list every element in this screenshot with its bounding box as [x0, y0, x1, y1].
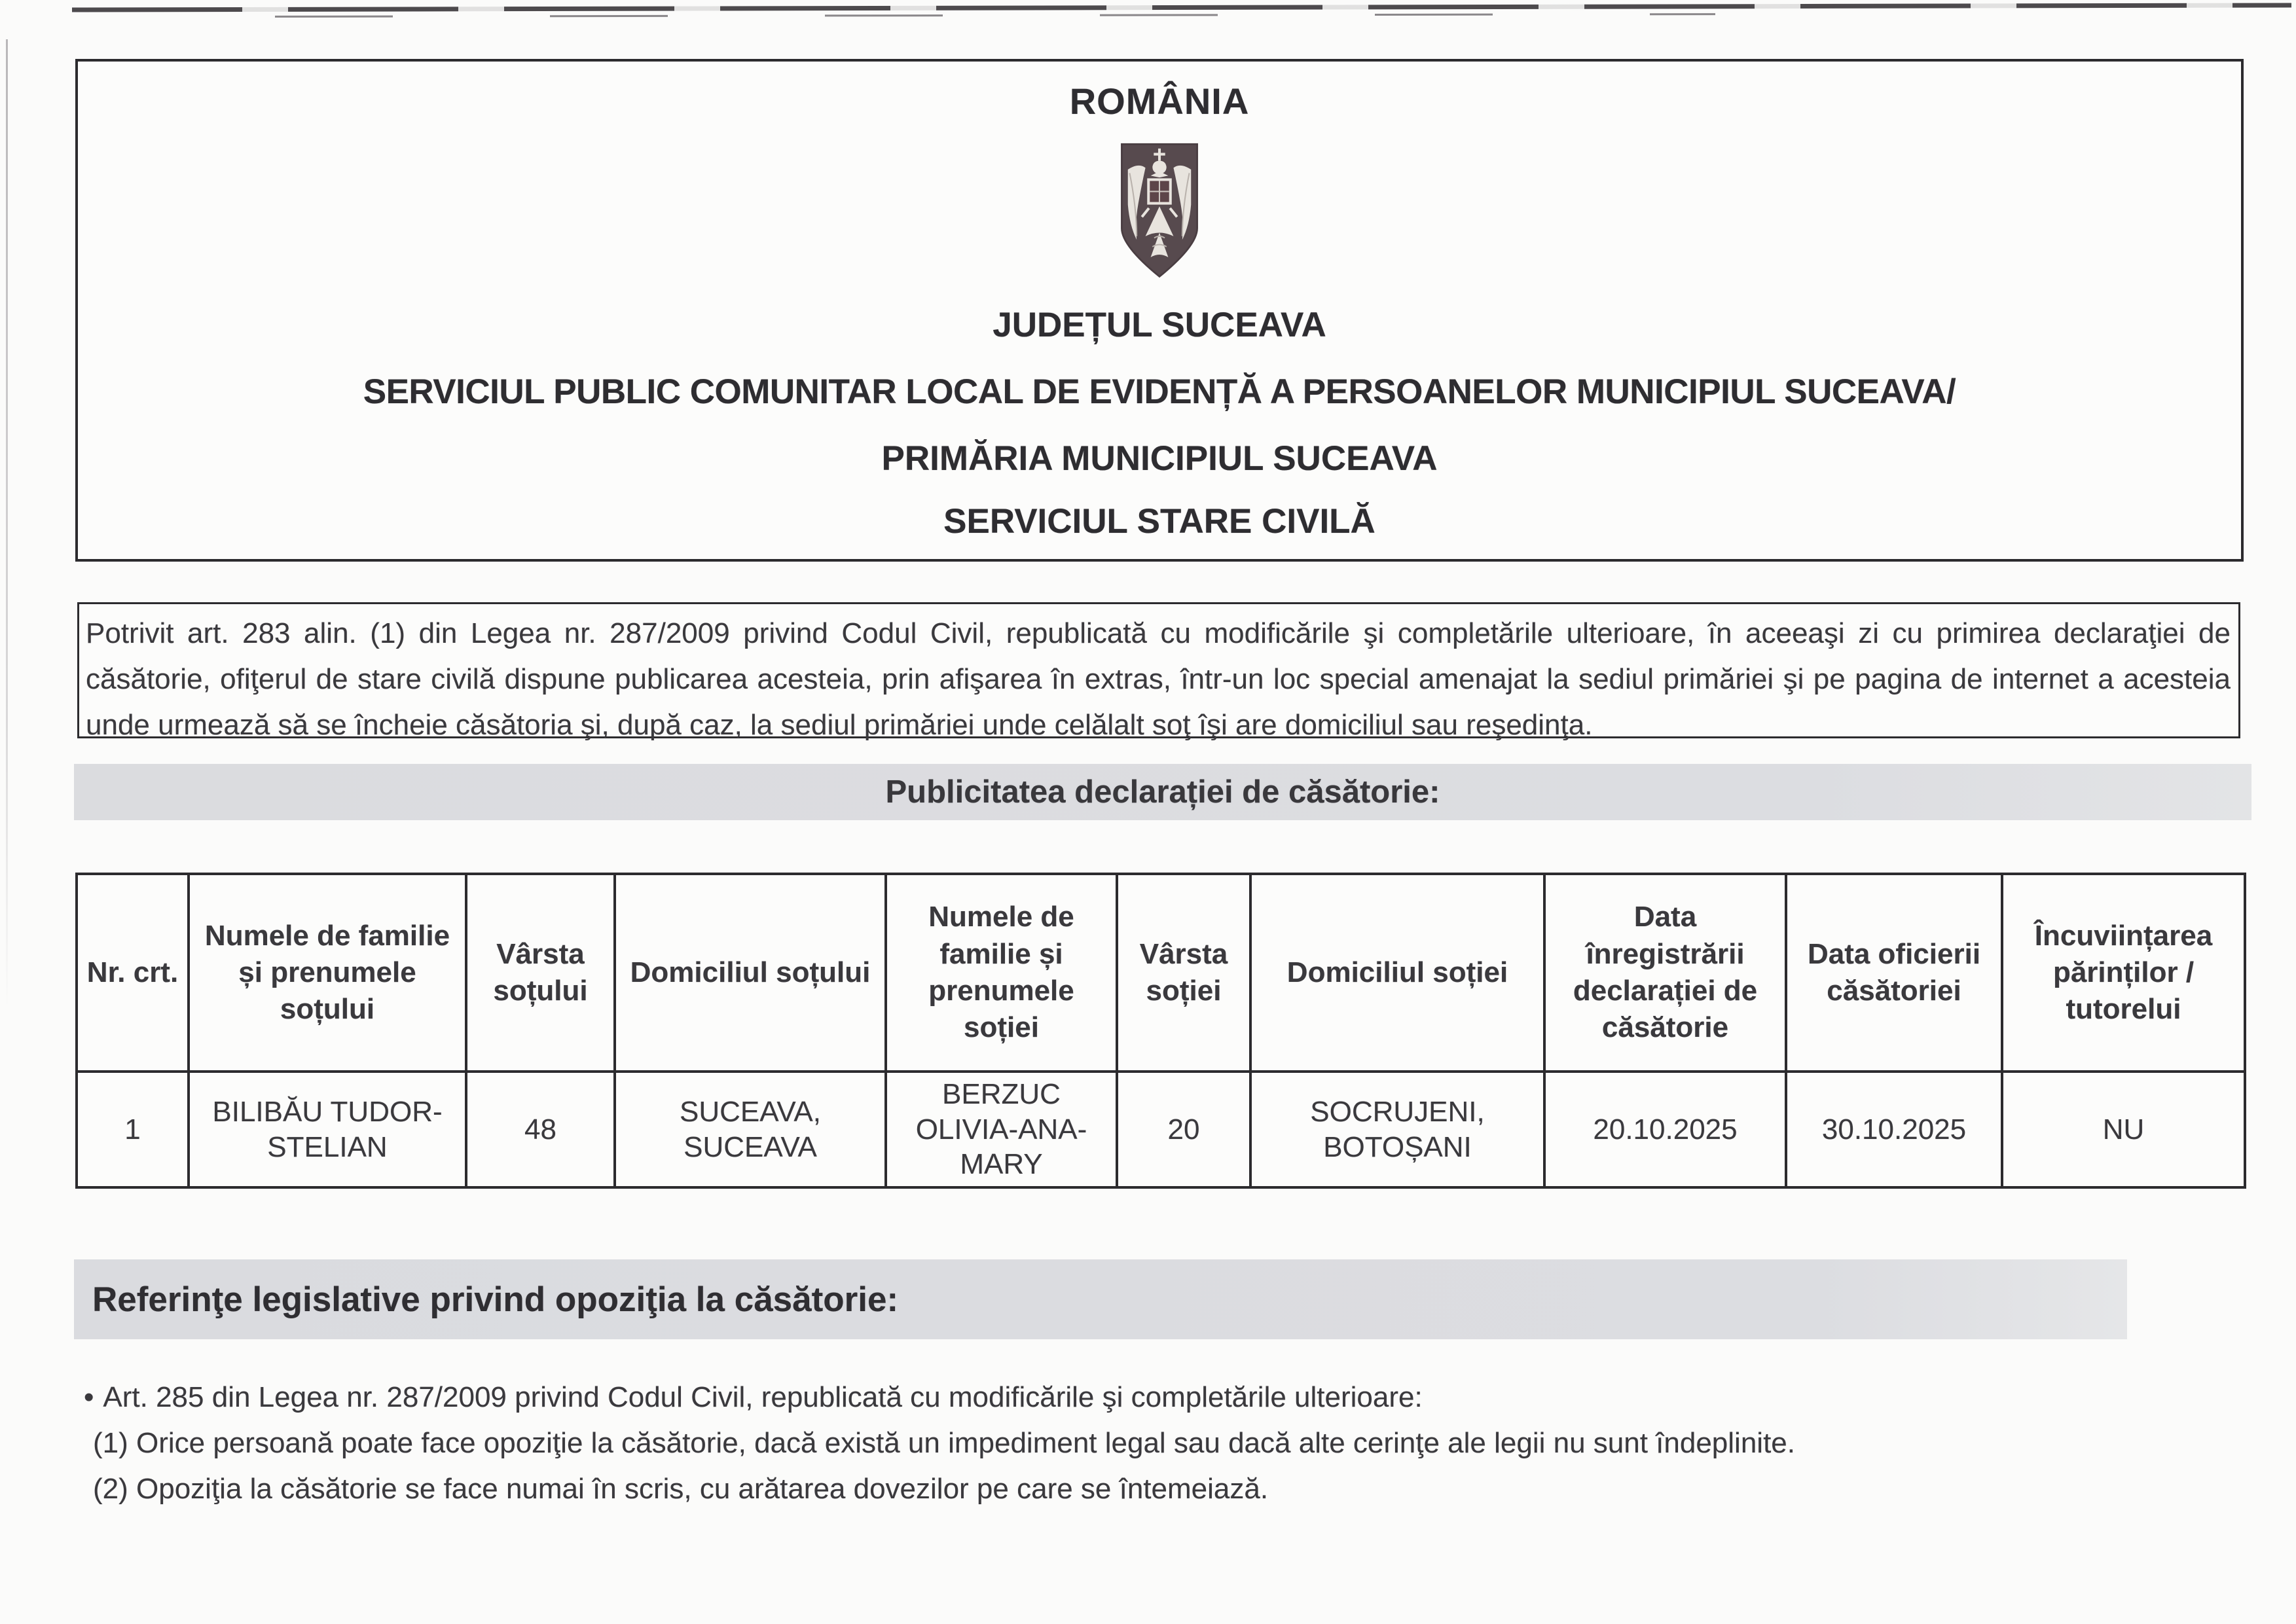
col-header-wife-domicile: Domiciliul soției — [1250, 874, 1544, 1072]
cityhall-line: PRIMĂRIA MUNICIPIUL SUCEAVA — [881, 439, 1438, 478]
col-header-husband-domicile: Domiciliul soțului — [615, 874, 886, 1072]
col-header-husband-age: Vârsta soțului — [466, 874, 615, 1072]
cell-wife-name: BERZUC OLIVIA-ANA-MARY — [886, 1072, 1117, 1187]
reference-paragraph-2: (2) Opoziţia la căsătorie se face numai în scris, cu arătarea dovezilor pe care se întemeiază. — [93, 1473, 1269, 1505]
references-heading-bar — [74, 1259, 2127, 1339]
col-header-parental-consent: Încuviințarea părinților / tutorelui — [2002, 874, 2245, 1072]
romania-coat-of-arms-icon — [1116, 141, 1203, 280]
cell-parental-consent: NU — [2002, 1072, 2245, 1187]
col-header-declaration-date: Data înregistrării declarației de căsătorie — [1544, 874, 1786, 1072]
cell-husband-name: BILIBĂU TUDOR-STELIAN — [189, 1072, 466, 1187]
cell-declaration-date: 20.10.2025 — [1544, 1072, 1786, 1187]
scan-artifact-top-2 — [275, 13, 1715, 18]
scan-artifact-top — [72, 3, 2291, 12]
table-row — [77, 1072, 2245, 1187]
civil-status-line: SERVICIUL STARE CIVILĂ — [943, 502, 1376, 541]
cell-ceremony-date: 30.10.2025 — [1786, 1072, 2002, 1187]
col-header-wife-age: Vârsta soției — [1117, 874, 1250, 1072]
col-header-husband-name: Numele de familie și prenumele soțului — [189, 874, 466, 1072]
marriage-declarations-table — [75, 873, 2246, 1189]
cell-wife-age: 20 — [1117, 1072, 1250, 1187]
cell-nr-crt: 1 — [77, 1072, 189, 1187]
header-box — [75, 59, 2244, 562]
country-title: ROMÂNIA — [1069, 81, 1250, 122]
cell-husband-domicile: SUCEAVA, SUCEAVA — [615, 1072, 886, 1187]
legal-intro-text: Potrivit art. 283 alin. (1) din Legea nr. 287/2009 privind Codul Civil, republicată cu modificările şi completările ulterioare, în aceeaşi zi cu primirea declaraţiei de căsătorie, ofiţerul de stare civilă dispune publicarea acesteia, prin afişarea în extras, într-un loc special amenajat la sediul primăriei şi pe pagina de internet a acesteia unde urmează să se încheie căsătoria şi, după caz, la sediul primăriei unde celălalt soţ îşi are domiciliul sau reşedinţa. — [86, 617, 2231, 741]
reference-bullet-line — [84, 1381, 2212, 1414]
reference-bullet-text: Art. 285 din Legea nr. 287/2009 privind Codul Civil, republicată cu modificările şi completările ulterioare: — [103, 1381, 1423, 1413]
scan-artifact-left — [6, 39, 8, 1008]
legal-intro-box — [77, 602, 2240, 741]
col-header-nr-crt: Nr. crt. — [77, 874, 189, 1072]
table-header-row — [77, 874, 2245, 1072]
col-header-ceremony-date: Data oficierii căsătoriei — [1786, 874, 2002, 1072]
publication-title: Publicitatea declarației de căsătorie: — [885, 774, 1440, 810]
col-header-wife-name: Numele de familie și prenumele soției — [886, 874, 1117, 1072]
cell-wife-domicile: SOCRUJENI, BOTOȘANI — [1250, 1072, 1544, 1187]
service-line: SERVICIUL PUBLIC COMUNITAR LOCAL DE EVIDENȚĂ A PERSOANELOR MUNICIPIUL SUCEAVA/ — [363, 372, 1956, 411]
cell-husband-age: 48 — [466, 1072, 615, 1187]
references-heading: Referinţe legislative privind opoziţia la căsătorie: — [92, 1280, 899, 1319]
county-line: JUDEȚUL SUCEAVA — [993, 306, 1326, 344]
reference-paragraph-1: (1) Orice persoană poate face opoziţie la căsătorie, dacă există un impediment legal sau dacă alte cerinţe ale legii nu sunt îndeplinite. — [93, 1427, 1795, 1459]
publication-title-bar — [74, 764, 2251, 820]
bullet-icon: • — [84, 1381, 94, 1413]
